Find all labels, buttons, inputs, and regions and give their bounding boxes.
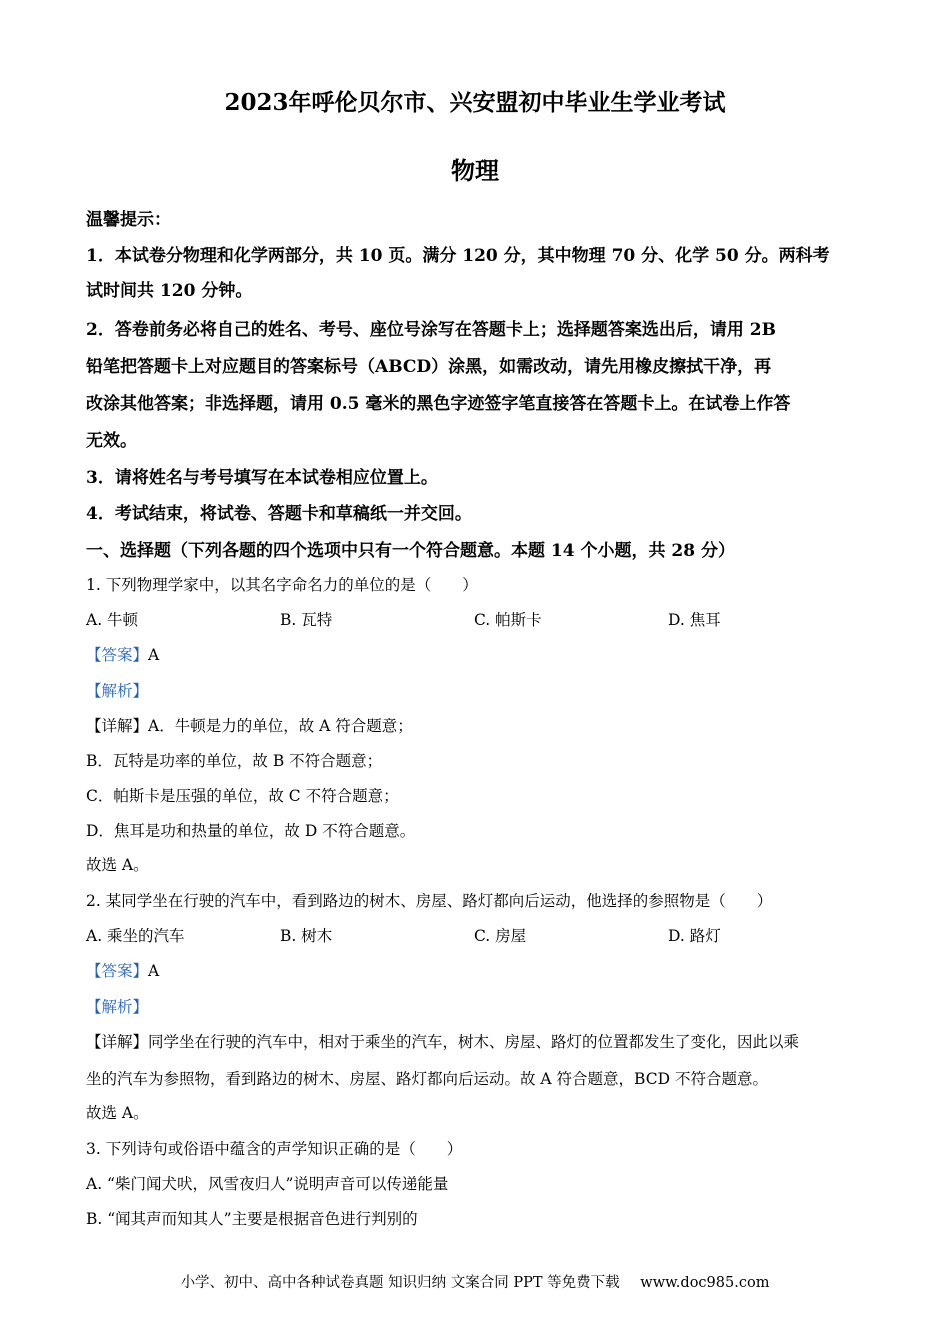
- question-2-option-c: C. 房屋: [474, 927, 527, 945]
- question-1-option-b: B. 瓦特: [280, 611, 333, 629]
- exam-title: 2023年呼伦贝尔市、兴安盟初中毕业生学业考试: [224, 89, 726, 116]
- notice-item3: 3．请将姓名与考号填写在本试卷相应位置上。: [86, 468, 438, 488]
- question-3-option-a: A. “柴门闻犬吠，风雪夜归人”说明声音可以传递能量: [86, 1175, 449, 1193]
- section-heading: 一、选择题（下列各题的四个选项中只有一个符合题意。本题 14 个小题，共 28 分）: [86, 541, 735, 561]
- question-2-option-b: B. 树木: [280, 927, 333, 945]
- question-2-detail-line1: 【详解】同学坐在行驶的汽车中，相对于乘坐的汽车，树木、房屋、路灯的位置都发生了变化，因此以乘: [86, 1033, 800, 1051]
- notice-item2-line4: 无效。: [86, 431, 137, 451]
- question-2-answer: [86, 959, 876, 981]
- notice-item2-line1: 2．答卷前务必将自己的姓名、考号、座位号涂写在答题卡上；选择题答案选出后，请用 2B: [86, 320, 776, 340]
- question-2-analysis-tag: 【解析】: [86, 998, 149, 1016]
- notice-heading: 温馨提示：: [86, 210, 171, 230]
- question-1-analysis-tag: 【解析】: [86, 682, 149, 700]
- question-1-answer: [86, 643, 876, 665]
- notice-item2-line2: 铅笔把答题卡上对应题目的答案标号（ABCD）涂黑，如需改动，请先用橡皮擦拭干净，再: [86, 357, 772, 377]
- answer-value: A: [148, 962, 160, 980]
- question-1-option-d: D. 焦耳: [668, 611, 721, 629]
- answer-value: A: [148, 646, 160, 664]
- answer-tag: 【答案】: [86, 962, 149, 980]
- notice-item1-line1: 1．本试卷分物理和化学两部分，共 10 页。满分 120 分，其中物理 70 分、化学 50 分。两科考: [86, 246, 830, 266]
- page-footer: [0, 1271, 950, 1292]
- subject-title: 物理: [451, 156, 499, 185]
- question-1-detail-line2: B．瓦特是功率的单位，故 B 不符合题意；: [86, 752, 383, 770]
- notice-item2-line3: 改涂其他答案；非选择题，请用 0.5 毫米的黑色字迹签字笔直接答在答题卡上。在试卷上作答: [86, 394, 791, 414]
- question-3-stem: 3. 下列诗句或俗语中蕴含的声学知识正确的是（ ）: [86, 1140, 463, 1158]
- answer-tag: 【答案】: [86, 646, 149, 664]
- question-1-stem: 1. 下列物理学家中，以其名字命名力的单位的是（ ）: [86, 576, 478, 594]
- footer-text: 小学、初中、高中各种试卷真题 知识归纳 文案合同 PPT 等免费下载: [180, 1275, 620, 1291]
- question-2-option-a: A. 乘坐的汽车: [86, 927, 185, 945]
- footer-url[interactable]: www.doc985.com: [640, 1275, 770, 1291]
- notice-item4: 4．考试结束，将试卷、答题卡和草稿纸一并交回。: [86, 504, 472, 524]
- question-2-conclusion: 故选 A。: [86, 1104, 149, 1122]
- question-1-option-a: A. 牛顿: [86, 611, 139, 629]
- question-1-detail-line4: D．焦耳是功和热量的单位，故 D 不符合题意。: [86, 822, 416, 840]
- question-2-detail-line2: 坐的汽车为参照物，看到路边的树木、房屋、路灯都向后运动。故 A 符合题意，BCD 不符合题意。: [86, 1070, 768, 1088]
- question-1-conclusion: 故选 A。: [86, 856, 149, 874]
- notice-item1-line2: 试时间共 120 分钟。: [86, 281, 253, 301]
- question-2-option-d: D. 路灯: [668, 927, 721, 945]
- question-1-detail-line1: 【详解】A．牛顿是力的单位，故 A 符合题意；: [86, 717, 413, 735]
- question-1-detail-line3: C．帕斯卡是压强的单位，故 C 不符合题意；: [86, 787, 399, 805]
- question-2-stem: 2. 某同学坐在行驶的汽车中，看到路边的树木、房屋、路灯都向后运动，他选择的参照物是（ ）: [86, 892, 773, 910]
- question-3-option-b: B. “闻其声而知其人”主要是根据音色进行判别的: [86, 1210, 418, 1228]
- question-1-option-c: C. 帕斯卡: [474, 611, 542, 629]
